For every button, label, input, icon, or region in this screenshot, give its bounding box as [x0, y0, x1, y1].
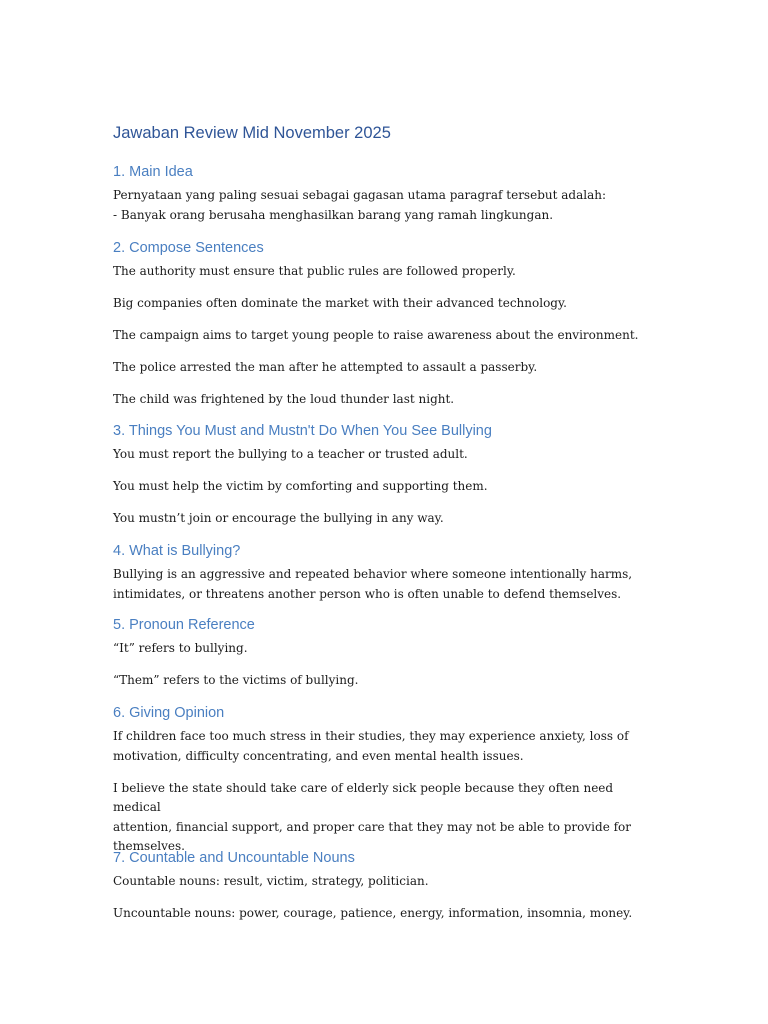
paragraph: [113, 779, 658, 857]
text-line: Uncountable nouns: power, courage, patience, energy, information, insomnia, money.: [113, 906, 633, 920]
paragraph: [113, 509, 658, 529]
document-title: Jawaban Review Mid November 2025: [113, 124, 391, 142]
section-giving-opinion: [113, 704, 658, 857]
paragraph: [113, 186, 658, 225]
text-line: intimidates, or threatens another person who is often unable to defend themselves.: [113, 586, 622, 601]
section-compose-sentences: [113, 239, 658, 410]
paragraph: [113, 872, 658, 892]
paragraph: [113, 727, 658, 766]
text-line: attention, financial support, and proper care that they may not be able to provide for: [113, 819, 632, 834]
section-what-is-bullying: [113, 542, 658, 604]
paragraph: [113, 326, 658, 346]
text-line: motivation, difficulty concentrating, and even mental health issues.: [113, 748, 524, 763]
text-line: I believe the state should take care of elderly sick people because they often need medical: [113, 780, 614, 814]
section-main-idea: [113, 163, 658, 225]
text-line: If children face too much stress in their studies, they may experience anxiety, loss of: [113, 729, 629, 743]
section-countable-uncountable: [113, 849, 658, 924]
section-heading: 4. What is Bullying?: [113, 543, 241, 559]
text-line: You mustn’t join or encourage the bullying in any way.: [113, 511, 444, 525]
section-heading: 2. Compose Sentences: [113, 240, 264, 256]
text-line: Pernyataan yang paling sesuai sebagai gagasan utama paragraf tersebut adalah:: [113, 188, 606, 202]
section-heading: 3. Things You Must and Mustn't Do When You See Bullying: [113, 423, 492, 439]
paragraph: [113, 671, 658, 691]
paragraph: [113, 565, 658, 604]
paragraph: [113, 904, 658, 924]
paragraph: [113, 358, 658, 378]
paragraph: [113, 262, 658, 282]
paragraph: [113, 639, 658, 659]
text-line: You must help the victim by comforting and supporting them.: [113, 479, 488, 493]
text-line: Big companies often dominate the market with their advanced technology.: [113, 296, 567, 310]
paragraph: [113, 445, 658, 465]
section-heading: 6. Giving Opinion: [113, 705, 225, 721]
text-line: You must report the bullying to a teacher or trusted adult.: [113, 447, 468, 461]
paragraph: [113, 294, 658, 314]
text-line: “Them” refers to the victims of bullying.: [113, 673, 359, 687]
text-line: The authority must ensure that public rules are followed properly.: [113, 264, 516, 278]
text-line: The child was frightened by the loud thunder last night.: [113, 392, 455, 406]
paragraph: [113, 390, 658, 410]
text-line: Countable nouns: result, victim, strategy, politician.: [113, 874, 429, 888]
text-line: The campaign aims to target young people to raise awareness about the environment.: [113, 328, 639, 342]
text-line: The police arrested the man after he attempted to assault a passerby.: [113, 360, 538, 374]
section-heading: 7. Countable and Uncountable Nouns: [113, 850, 355, 866]
section-bullying-dos-donts: [113, 422, 658, 529]
text-line: “It” refers to bullying.: [113, 641, 248, 655]
paragraph: [113, 477, 658, 497]
section-heading: 5. Pronoun Reference: [113, 617, 255, 633]
section-pronoun-reference: [113, 616, 658, 691]
text-line: - Banyak orang berusaha menghasilkan barang yang ramah lingkungan.: [113, 207, 554, 222]
section-heading: 1. Main Idea: [113, 164, 193, 180]
text-line: themselves.: [113, 839, 185, 853]
text-line: Bullying is an aggressive and repeated behavior where someone intentionally harms,: [113, 567, 633, 581]
